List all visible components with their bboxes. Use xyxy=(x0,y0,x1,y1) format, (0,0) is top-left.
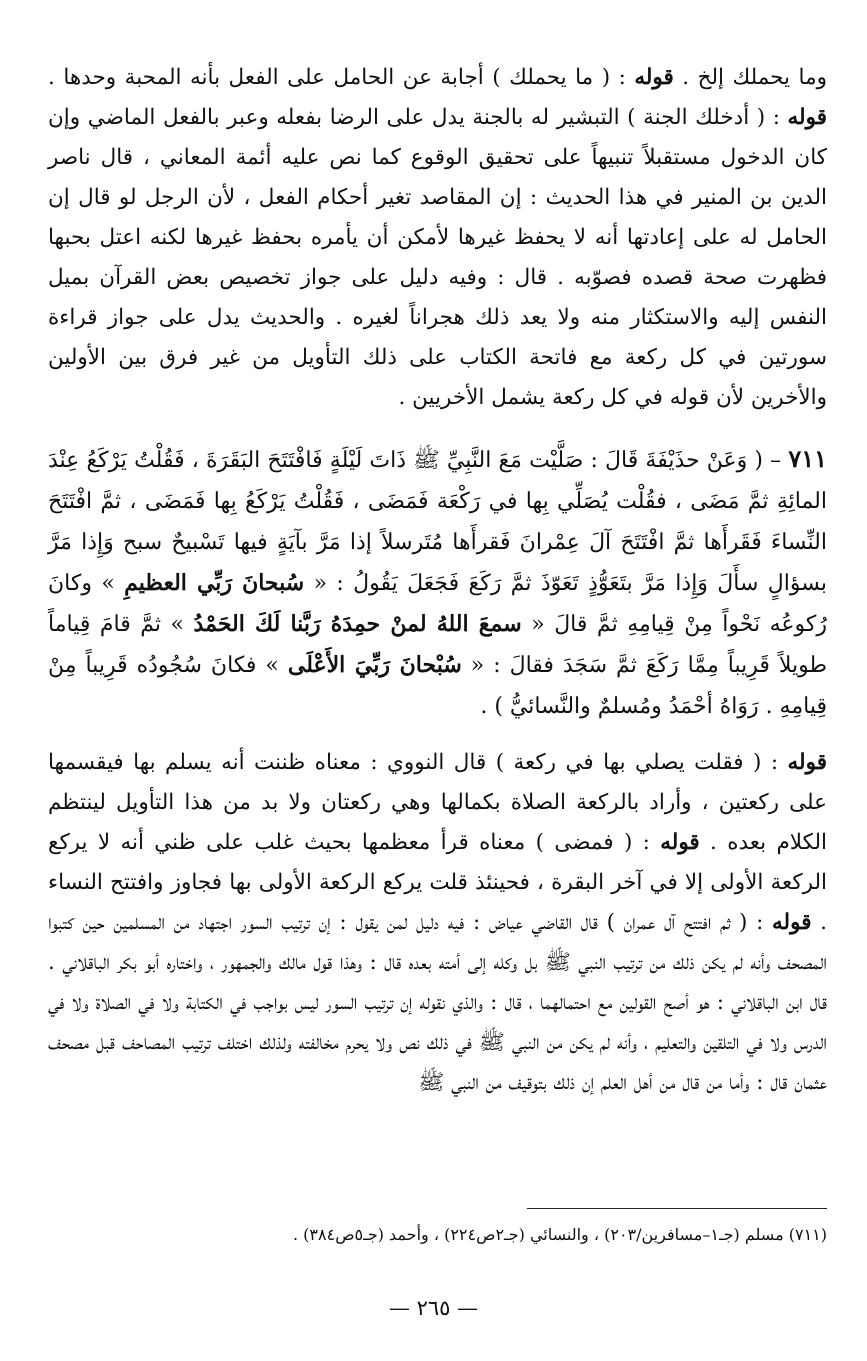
keyword-text: قوله xyxy=(787,105,827,130)
keyword-text: قوله xyxy=(660,830,700,855)
body-text: : ( ما يحملك ) أجابة عن الحامل على الفعل بأنه المحبة وحدها . xyxy=(48,65,635,90)
keyword-text: قوله xyxy=(634,65,674,90)
hadith-number: ٧١١ xyxy=(788,444,827,473)
page-number: — ٢٦٥ — xyxy=(388,1296,479,1320)
keyword-text: سُبحانَ رَبِّي العظيمِ xyxy=(124,570,305,596)
commentary-paragraph-1 xyxy=(48,58,827,418)
body-text: : ( فمضى ) معناه قرأ معظمها بحيث غلب على ظني أنه لا يركع الركعة الأولى إلا في آخر البقرة ، فحينئذ قلت يركع الركعة الأولى بها فجاوز وافتتح النساء . xyxy=(48,830,828,935)
body-text: : ( ثم افتتح آل عمران ) قال القاضي عياض : فيه دليل لمن يقول : إن ترتيب السور اجتهاد من المسلمين حين كتبوا المصحف وأنه لم يكن ذلك من ترتيب النبي ﷺ بل وكله إلى أمته بعده قال : وهذا قول مالك والجمهور ، واختاره أبو بكر الباقلاني . قال ابن الباقلاني : هو أصح القولين مع احتمالهما ، قال : والذي نقوله إن ترتيب السور ليس بواجب في الكتابة ولا في الصلاة ولا في الدرس ولا في التلقين والتعليم ، وأنه لم يكن من النبي ﷺ في ذلك نص ولا يحرم مخالفته ولذلك اختلف ترتيب المصاحف قبل مصحف عثمان قال : وأما من قال من أهل العلم إن ذلك بتوقيف من النبي ﷺ xyxy=(48,910,827,1095)
body-text: » ثمَّ قامَ قِياماً طويلاً قَرِيباً مِمَّا رَكَعَ ثمَّ سَجَدَ فقالَ : « xyxy=(48,612,827,678)
body-text: : ( فقلت يصلي بها في ركعة ) قال النووي : معناه ظننت أنه يسلم بها فيقسمها على ركعتين ، وأراد بالركعة الصلاة بكمالها وهي ركعتان ولا بد من هذا التأويل لينتظم الكلام بعده . xyxy=(48,750,827,855)
body-text: وما يحملك إلخ . xyxy=(673,65,827,90)
footnote-divider xyxy=(527,1208,827,1209)
body-text: – ( وَعَنْ حذَيْفَةَ قَالَ : صَلَّيْت مَعَ النَّبِيِّ ﷺ ذَاتَ لَيْلَةٍ فَافْتَتَحَ البَقَرَةَ ، فَقُلْتُ يَرْكَعُ عِنْدَ المائِةِ ثمَّ مَضَى ، فقُلْت يُصَلِّي بِها في رَكْعَة فَمَضَى ، فَقُلْتُ يَرْكَعُ بِها فَمَضَى ، ثمَّ افْتَتَحَ النِّساءَ فَقَرأَها ثمَّ افْتَتَحَ آلَ عِمْرانَ فَقرأَها مُتَرسلاً إذا مَرَّ بآيَةٍ فيها تَسْبيحٌ سبح وَإِذا مَرَّ بسؤالٍ سأَلَ وَإِذا مَرَّ بتَعَوُّذٍ تَعَوّذَ ثمَّ رَكَعَ فَجَعَلَ يَقُولُ : « xyxy=(48,448,827,596)
commentary-paragraph-2 xyxy=(48,743,827,1103)
body-text: » فكانَ سُجُودُه قَرِيباً مِنْ قِيامِهِ . رَوَاهُ أحْمَدُ ومُسلمٌ والنَّسائيُّ ) . xyxy=(48,653,827,719)
keyword-text: سمعَ اللهُ لمنْ حمِدَهُ رَبَّنا لَكَ الحَمْدُ xyxy=(193,611,522,637)
body-text: » وكانَ رُكوعُه نَحْواً مِنْ قِيامِهِ ثمَّ قالَ « xyxy=(48,571,827,637)
hadith-711-paragraph xyxy=(48,438,827,727)
keyword-text: سُبْحانَ رَبِّيَ الأَعْلَى xyxy=(287,652,462,678)
body-text: : ( أدخلك الجنة ) التبشير له بالجنة يدل على الرضا بفعله وعبر بالفعل الماضي وإن كان الدخول مستقبلاً تنبيهاً على تحقيق الوقوع كما نص عليه أئمة المعاني ، قال ناصر الدين بن المنير في هذا الحديث : إن المقاصد تغير أحكام الفعل ، لأن الرجل لو قال إن الحامل له على إعادتها أنه لا يحفظ غيرها لأمكن أن يأمره بحفظ غيرها لكنه اعتل بحبها فظهرت صحة قصده فصوّبه . قال : وفيه دليل على جواز تخصيص بعض القرآن بميل النفس إليه والاستكثار منه ولا يعد ذلك هجراناً لغيره . والحديث يدل على جواز قراءة سورتين في كل ركعة مع فاتحة الكتاب على ذلك التأويل من غير فرق بين الأولين والأخرين لأن قوله في كل ركعة يشمل الأخريين . xyxy=(48,105,827,410)
keyword-text: قوله xyxy=(787,750,827,775)
footnote-reference: (٧١١) مسلم (جـ١–مسافرين/٢٠٣) ، والنسائي (جـ٢ص٢٢٤) ، وأحمد (جـ٥ص٣٨٤) . xyxy=(292,1225,827,1244)
keyword-text: قوله xyxy=(772,910,812,935)
